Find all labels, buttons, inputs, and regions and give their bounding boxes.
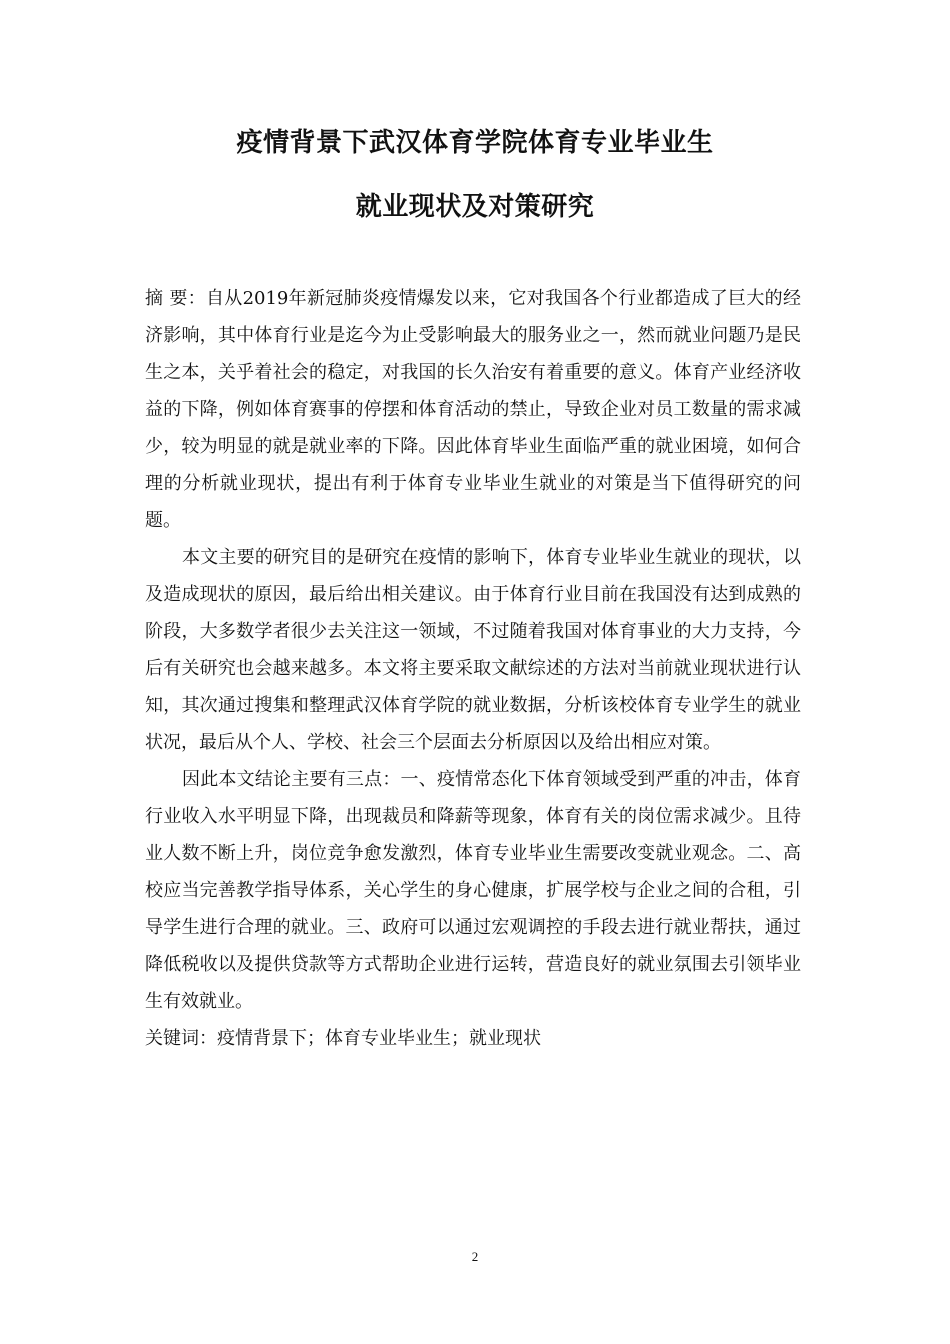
keywords-line — [145, 1020, 801, 1057]
keywords-text: 疫情背景下；体育专业毕业生；就业现状 — [217, 1028, 541, 1049]
abstract-paragraph-1-text: 自从2019年新冠肺炎疫情爆发以来，它对我国各个行业都造成了巨大的经济影响，其中体育行业是迄今为止受影响最大的服务业之一，然而就业问题乃是民生之本，关乎着社会的稳定，对我国的长久治安有着重要的意义。体育产业经济收益的下降，例如体育赛事的停摆和体育活动的禁止，导致企业对员工数量的需求减少，较为明显的就是就业率的下降。因此体育毕业生面临严重的就业困境，如何合理的分析就业现状，提出有利于体育专业毕业生就业的对策是当下值得研究的问题。 — [145, 288, 801, 531]
abstract-section — [145, 280, 801, 1057]
page-number: 2 — [471, 1249, 479, 1264]
abstract-label: 摘 要： — [145, 288, 206, 309]
document-title-line-1: 疫情背景下武汉体育学院体育专业毕业生 — [236, 128, 714, 158]
document-title-line-2: 就业现状及对策研究 — [355, 192, 595, 222]
abstract-paragraph-1 — [145, 280, 801, 539]
abstract-paragraph-3: 因此本文结论主要有三点：一、疫情常态化下体育领域受到严重的冲击，体育行业收入水平明显下降，出现裁员和降薪等现象，体育有关的岗位需求减少。且待业人数不断上升，岗位竞争愈发激烈，体育专业毕业生需要改变就业观念。二、高校应当完善教学指导体系，关心学生的身心健康，扩展学校与企业之间的合租，引导学生进行合理的就业。三、政府可以通过宏观调控的手段去进行就业帮扶，通过降低税收以及提供贷款等方式帮助企业进行运转，营造良好的就业氛围去引领毕业生有效就业。 — [145, 769, 801, 1012]
abstract-paragraph-2: 本文主要的研究目的是研究在疫情的影响下，体育专业毕业生就业的现状，以及造成现状的原因，最后给出相关建议。由于体育行业目前在我国没有达到成熟的阶段，大多数学者很少去关注这一领域，不过随着我国对体育事业的大力支持，今后有关研究也会越来越多。本文将主要采取文献综述的方法对当前就业现状进行认知，其次通过搜集和整理武汉体育学院的就业数据，分析该校体育专业学生的就业状况，最后从个人、学校、社会三个层面去分析原因以及给出相应对策。 — [145, 547, 801, 753]
keywords-label: 关键词： — [145, 1028, 217, 1049]
